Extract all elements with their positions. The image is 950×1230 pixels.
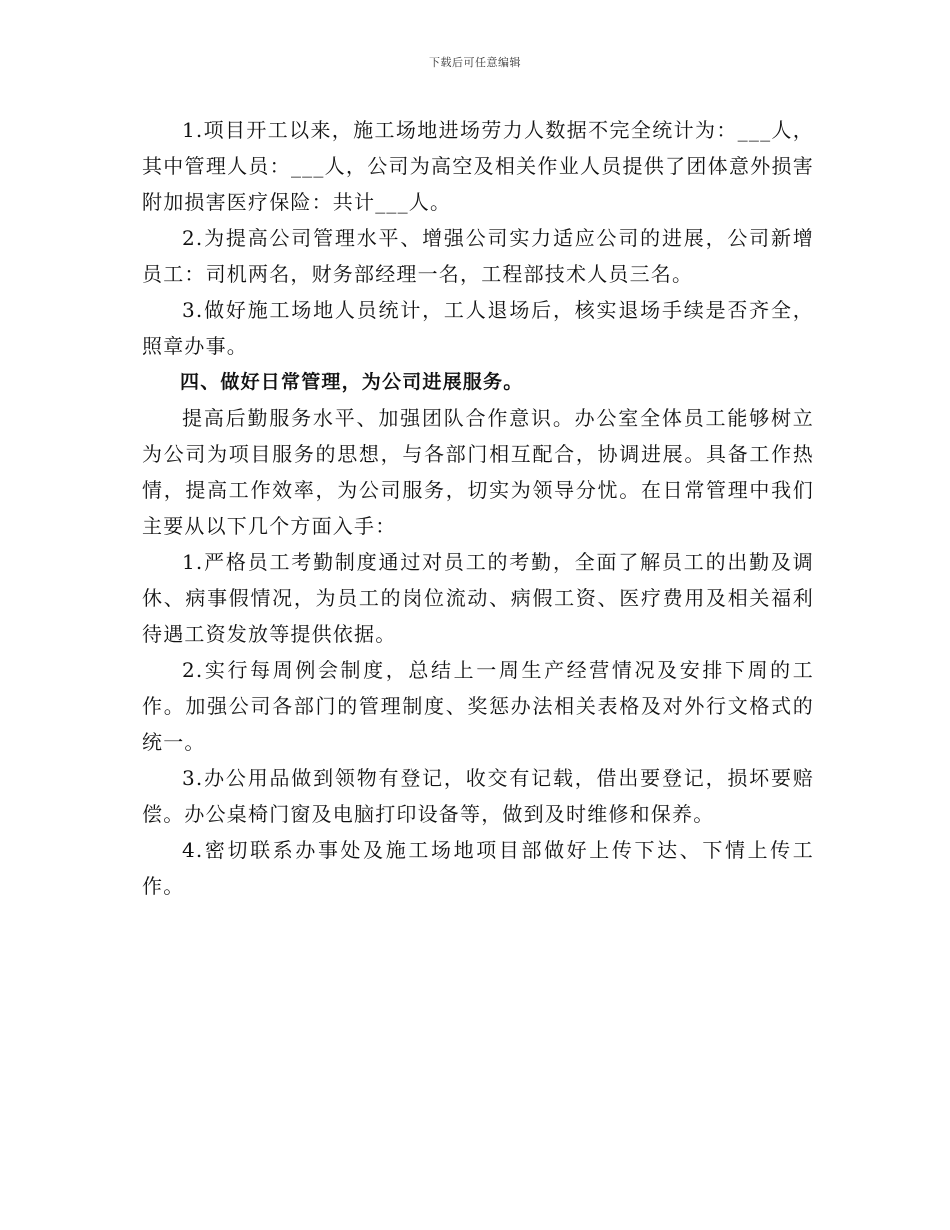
section-heading-daily-management: 四、做好日常管理，为公司进展服务。 <box>180 371 524 393</box>
paragraph-site-statistics: 3.做好施工场地人员统计，工人退场后，核实退场手续是否齐全，照章办事。 <box>142 298 814 358</box>
paragraph-weekly-meeting: 2.实行每周例会制度，总结上一周生产经营情况及安排下周的工作。加强公司各部门的管理制度、奖惩办法相关表格及对外行文格式的统一。 <box>142 658 814 754</box>
paragraph-logistics-service: 提高后勤服务水平、加强团队合作意识。办公室全体员工能够树立为公司为项目服务的思想，与各部门相互配合，协调进展。具备工作热情，提高工作效率，为公司服务，切实为领导分忧。在日常管理中我们主要从以下几个方面入手： <box>142 406 814 538</box>
paragraph-attendance: 1.严格员工考勤制度通过对员工的考勤，全面了解员工的出勤及调休、病事假情况，为员工的岗位流动、病假工资、医疗费用及相关福利待遇工资发放等提供依据。 <box>142 550 814 646</box>
paragraph-staff-count: 1.项目开工以来，施工场地进场劳力人数据不完全统计为：___人，其中管理人员：___人，公司为高空及相关作业人员提供了团体意外损害附加损害医疗保险：共计___人。 <box>142 118 814 214</box>
paragraph-office-supplies: 3.办公用品做到领物有登记，收交有记载，借出要登记，损坏要赔偿。办公桌椅门窗及电脑打印设备等，做到及时维修和保养。 <box>142 766 814 826</box>
paragraph-liaison: 4.密切联系办事处及施工场地项目部做好上传下达、下情上传工作。 <box>142 838 814 898</box>
paragraph-new-staff: 2.为提高公司管理水平、增强公司实力适应公司的进展，公司新增员工：司机两名，财务部经理一名，工程部技术人员三名。 <box>142 226 814 286</box>
page-header: 下载后可任意编辑 <box>429 56 521 69</box>
document-body <box>142 112 814 904</box>
